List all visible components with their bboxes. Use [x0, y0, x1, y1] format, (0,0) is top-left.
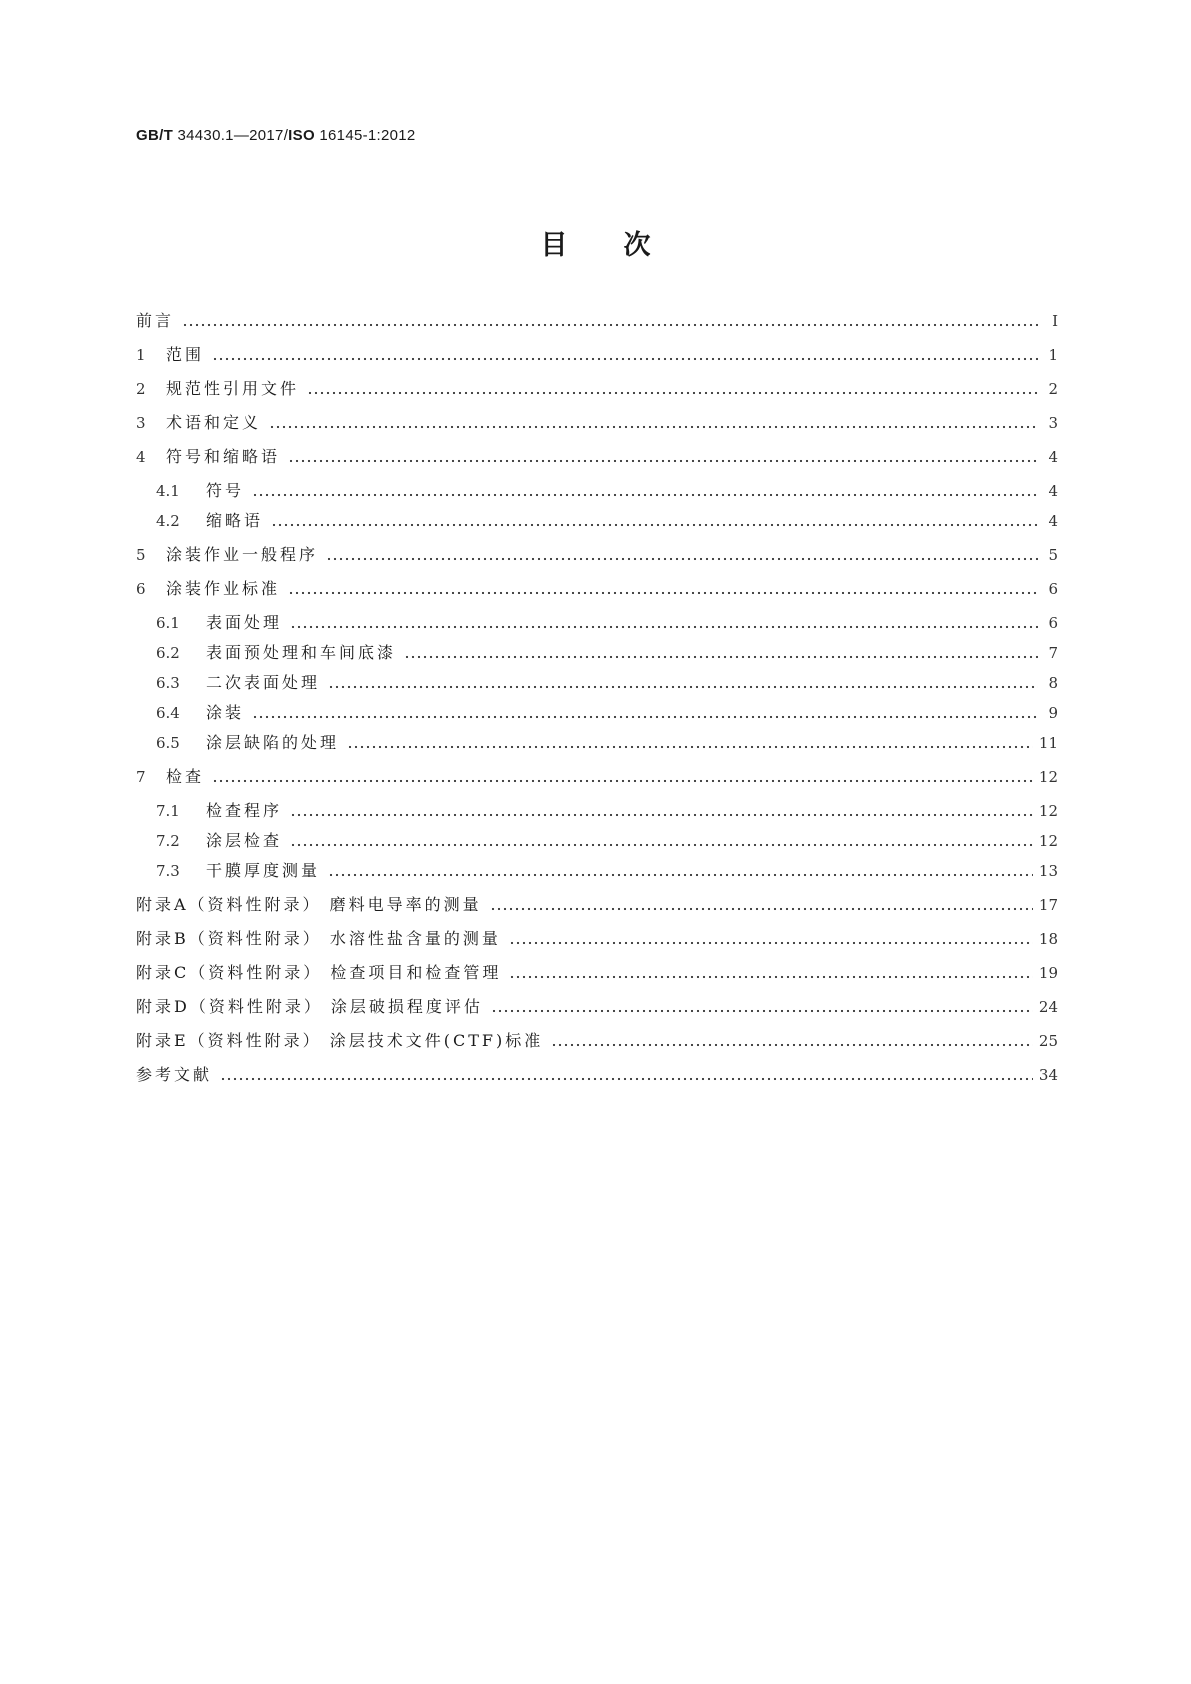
toc-page-number: 34 [1038, 1066, 1058, 1084]
leader-dots [182, 322, 1038, 328]
toc-number: 6.1 [156, 614, 180, 632]
toc-page-number: 5 [1048, 546, 1058, 564]
toc-entry-annex-e[interactable] [136, 1028, 1058, 1052]
toc-label: 附录D（资料性附录） 涂层破损程度评估 [136, 997, 483, 1016]
leader-dots [290, 842, 1033, 848]
toc-label: 附录B（资料性附录） 水溶性盐含量的测量 [136, 929, 501, 948]
toc-page-number: 4 [1048, 482, 1058, 500]
toc-page-number: 12 [1038, 768, 1058, 786]
toc-page-number: 24 [1038, 998, 1058, 1016]
toc-page-number: 12 [1038, 802, 1058, 820]
toc-number: 5 [136, 546, 146, 564]
toc-entry-4[interactable] [136, 444, 1058, 468]
toc-entry-foreword[interactable] [136, 308, 1058, 332]
leader-dots [551, 1042, 1033, 1048]
toc-label: 检查 [166, 767, 205, 786]
leader-dots [288, 458, 1038, 464]
toc-label: 参考文献 [136, 1065, 213, 1084]
toc-label: 涂层检查 [206, 831, 283, 850]
table-of-contents [136, 0, 1058, 1684]
toc-label: 附录C（资料性附录） 检查项目和检查管理 [136, 963, 502, 982]
toc-number: 6 [136, 580, 146, 598]
toc-page-number: 4 [1048, 512, 1058, 530]
toc-label: 涂层缺陷的处理 [206, 733, 340, 752]
leader-dots [328, 872, 1033, 878]
toc-number: 6.3 [156, 674, 180, 692]
toc-entry-annex-c[interactable] [136, 960, 1058, 984]
leader-dots [269, 424, 1038, 430]
leader-dots [509, 974, 1033, 980]
toc-label: 附录E（资料性附录） 涂层技术文件(CTF)标准 [136, 1031, 544, 1050]
leader-dots [491, 1008, 1033, 1014]
toc-entry-7[interactable] [136, 764, 1058, 788]
toc-label: 涂装作业标准 [166, 579, 281, 598]
toc-page-number: 9 [1048, 704, 1058, 722]
page-title: 目次 [540, 230, 707, 261]
toc-page-number: 3 [1048, 414, 1058, 432]
leader-dots [347, 744, 1033, 750]
toc-number: 6.4 [156, 704, 180, 722]
toc-entry-6[interactable] [136, 576, 1058, 600]
leader-dots [271, 522, 1038, 528]
leader-dots [290, 812, 1033, 818]
toc-page-number: 2 [1048, 380, 1058, 398]
toc-entry-3[interactable] [136, 410, 1058, 434]
toc-number: 1 [136, 346, 146, 364]
toc-label: 表面处理 [206, 613, 283, 632]
toc-number: 6.5 [156, 734, 180, 752]
standard-code-number: 34430.1—2017/ [173, 127, 289, 144]
toc-number: 4.1 [156, 482, 180, 500]
toc-page-number: 12 [1038, 832, 1058, 850]
toc-page-number: 11 [1038, 734, 1058, 752]
toc-entry-6-5[interactable] [136, 730, 1058, 754]
toc-page-number: 17 [1038, 896, 1058, 914]
leader-dots [326, 556, 1038, 562]
toc-label: 符号和缩略语 [166, 447, 281, 466]
leader-dots [288, 590, 1038, 596]
toc-entry-bibliography[interactable] [136, 1062, 1058, 1086]
toc-label: 前言 [136, 311, 175, 330]
toc-number: 7.1 [156, 802, 180, 820]
toc-label: 规范性引用文件 [166, 379, 300, 398]
toc-page-number: 25 [1038, 1032, 1058, 1050]
toc-page-number: 18 [1038, 930, 1058, 948]
toc-label: 表面预处理和车间底漆 [206, 643, 397, 662]
toc-label: 符号 [206, 481, 245, 500]
standard-code-prefix: GB/T [136, 127, 174, 144]
toc-page-number: 6 [1048, 580, 1058, 598]
toc-entry-5[interactable] [136, 542, 1058, 566]
toc-entry-7-2[interactable] [136, 828, 1058, 852]
leader-dots [404, 654, 1038, 660]
toc-label: 缩略语 [206, 511, 264, 530]
iso-prefix: ISO [288, 127, 315, 144]
toc-label: 涂装作业一般程序 [166, 545, 319, 564]
toc-number: 7.3 [156, 862, 180, 880]
toc-label: 干膜厚度测量 [206, 861, 321, 880]
toc-entry-6-1[interactable] [136, 610, 1058, 634]
toc-entry-7-1[interactable] [136, 798, 1058, 822]
toc-page-number: 1 [1048, 346, 1058, 364]
iso-number: 16145-1:2012 [314, 127, 416, 144]
toc-label: 二次表面处理 [206, 673, 321, 692]
leader-dots [212, 356, 1038, 362]
leader-dots [252, 492, 1038, 498]
leader-dots [212, 778, 1033, 784]
toc-number: 7 [136, 768, 146, 786]
toc-number: 6.2 [156, 644, 180, 662]
toc-label: 范围 [166, 345, 205, 364]
toc-entry-6-3[interactable] [136, 670, 1058, 694]
toc-number: 2 [136, 380, 146, 398]
leader-dots [509, 940, 1033, 946]
toc-entry-annex-a[interactable] [136, 892, 1058, 916]
leader-dots [252, 714, 1038, 720]
toc-page-number: 7 [1048, 644, 1058, 662]
toc-page-number: 8 [1048, 674, 1058, 692]
toc-entry-6-4[interactable] [136, 700, 1058, 724]
toc-page-number: Ⅰ [1052, 312, 1058, 330]
toc-number: 4.2 [156, 512, 180, 530]
toc-label: 涂装 [206, 703, 245, 722]
toc-entry-7-3[interactable] [136, 858, 1058, 882]
toc-entry-2[interactable] [136, 376, 1058, 400]
toc-page-number: 13 [1038, 862, 1058, 880]
toc-page-number: 6 [1048, 614, 1058, 632]
leader-dots [220, 1076, 1033, 1082]
toc-number: 7.2 [156, 832, 180, 850]
toc-number: 3 [136, 414, 146, 432]
toc-entry-4-1[interactable] [136, 478, 1058, 502]
leader-dots [490, 906, 1033, 912]
leader-dots [328, 684, 1038, 690]
toc-entry-annex-d[interactable] [136, 994, 1058, 1018]
toc-label: 术语和定义 [166, 413, 262, 432]
toc-number: 4 [136, 448, 146, 466]
toc-entry-6-2[interactable] [136, 640, 1058, 664]
leader-dots [290, 624, 1038, 630]
toc-label: 检查程序 [206, 801, 283, 820]
toc-page-number: 19 [1038, 964, 1058, 982]
toc-page-number: 4 [1048, 448, 1058, 466]
toc-entry-4-2[interactable] [136, 508, 1058, 532]
leader-dots [307, 390, 1038, 396]
toc-label: 附录A（资料性附录） 磨料电导率的测量 [136, 895, 482, 914]
toc-entry-1[interactable] [136, 342, 1058, 366]
toc-entry-annex-b[interactable] [136, 926, 1058, 950]
